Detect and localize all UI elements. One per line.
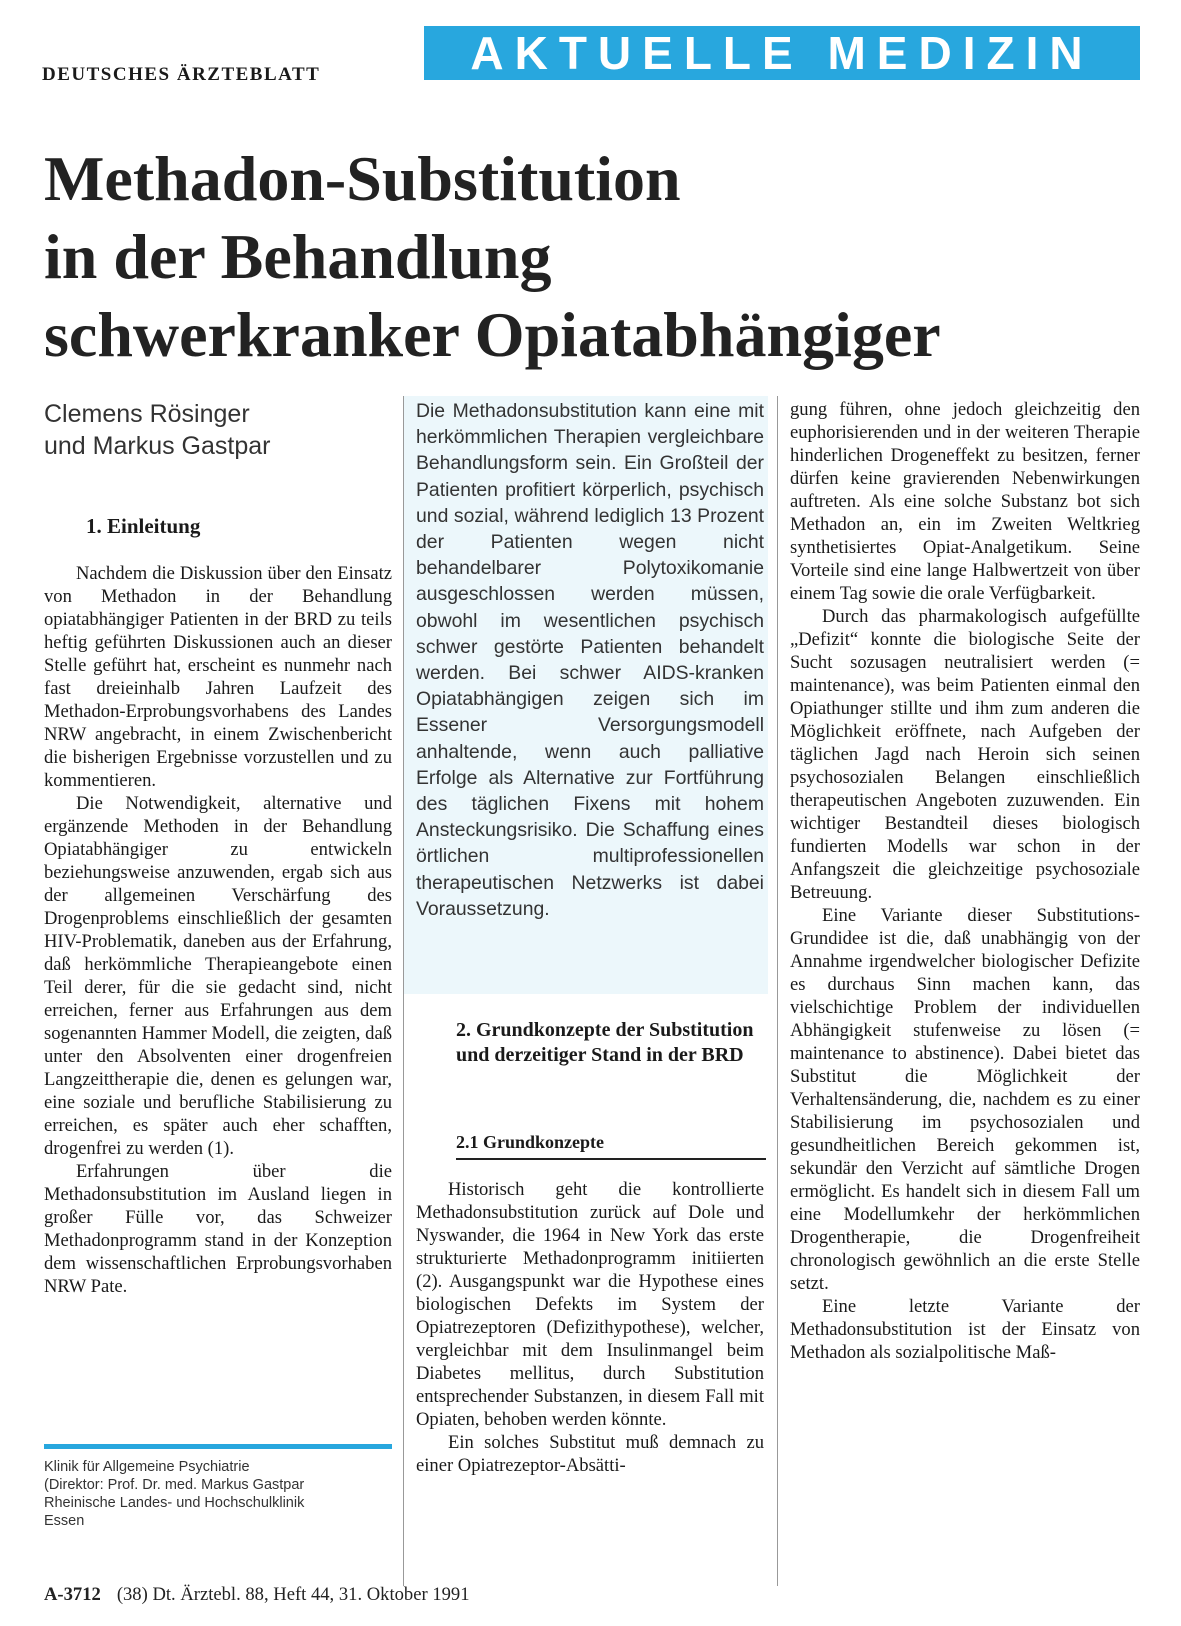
section-heading-grundkonzepte: 2. Grundkonzepte der Substitution und derzeitiger Stand in der BRD: [456, 1019, 754, 1066]
affiliation-line: Rheinische Landes- und Hochschulklinik: [44, 1495, 305, 1511]
paragraph: Die Notwendigkeit, alternative und ergänzende Methoden in der Behandlung Opiatabhängiger zu entwickeln beziehungsweise anzuwenden, ergab sich aus der allgemeinen Verschärfung des Drogenproblems einschließlich der gesamten HIV-Problematik, daneben aus der Erfahrung, daß herkömmliche Therapieangebote einen Teil derer, für die sie gedacht sind, nicht erreichen, ferner aus Erfahrungen aus dem sogenannten Hammer Modell, die zeigten, daß unter den Absolventen einer drogenfreien Langzeittherapie die, denen es gelungen war, eine soziale und berufliche Stabilisierung zu erreichen, es später auch eher schafften, drogenfrei zu werden (1).: [44, 793, 392, 1159]
page-footer: [44, 1584, 470, 1606]
citation: (38) Dt. Ärztebl. 88, Heft 44, 31. Oktober 1991: [116, 1584, 470, 1605]
paragraph: Eine letzte Variante der Methadonsubstitution ist der Einsatz von Methadon als sozialpolitische Maß-: [790, 1296, 1140, 1363]
affiliation-divider: [44, 1444, 392, 1449]
paragraph: gung führen, ohne jedoch gleichzeitig den euphorisierenden und in der weiteren Therapie hinderlichen Drogeneffekt zu besitzen, ferner dürfen keine gravierenden Nebenwirkungen auftreten. Als eine solche Substanz bot sich Methadon an, ein im Zweiten Weltkrieg synthetisiertes Opiat-Analgetikum. Seine Vorteile sind eine lange Halbwertzeit von über einem Tag sowie die orale Verfügbarkeit.: [790, 399, 1140, 604]
column-1: [44, 562, 392, 1298]
author-line-1: Clemens Rösinger: [44, 400, 250, 428]
affiliation-line: (Direktor: Prof. Dr. med. Markus Gastpar: [44, 1477, 305, 1493]
section-heading-einleitung: 1. Einleitung: [86, 514, 201, 538]
column-divider: [777, 396, 778, 1586]
paragraph: Erfahrungen über die Methadonsubstitution im Ausland liegen in großer Fülle vor, das Schweizer Methadonprogramm stand in der Konzeption dem wissenschaftlichen Erprobungsvorhaben NRW Pate.: [44, 1161, 392, 1297]
heading-rule: [456, 1158, 766, 1160]
column-2-summary: [416, 398, 764, 922]
paragraph: Ein solches Substitut muß demnach zu einer Opiatrezeptor-Absätti-: [416, 1432, 764, 1476]
author-line-2: und Markus Gastpar: [44, 432, 271, 460]
affiliation: [44, 1458, 392, 1530]
journal-name: DEUTSCHES ÄRZTEBLATT: [42, 64, 321, 85]
subsection-heading: 2.1 Grundkonzepte: [456, 1132, 605, 1152]
paragraph: Durch das pharmakologisch aufgefüllte „Defizit“ konnte die biologische Seite der Sucht sozusagen neutralisiert werden (= maintenance), was beim Patienten einmal den Opiathunger stillte und ihm zum anderen die Möglichkeit eröffnete, nach Aufgeben der täglichen Jagd nach Heroin sich seinen psychosozialen Belangen einschließlich therapeutischen Angeboten zuzuwenden. Ein wichtiger Bestandteil dieses biologisch fundierten Modells war schon in der Anfangszeit die gleichzeitige psychosoziale Betreuung.: [790, 606, 1140, 903]
paragraph: Historisch geht die kontrollierte Methadonsubstitution zurück auf Dole und Nyswander, die 1964 in New York das erste strukturierte Methadonprogramm initiierten (2). Ausgangspunkt war die Hypothese eines biologischen Defekts im System der Opiatrezeptoren (Defizithypothese), welcher, vergleichbar mit dem Insulinmangel beim Diabetes mellitus, durch Substitution entsprechender Substanzen, in diesem Fall mit Opiaten, behoben werden könnte.: [416, 1179, 764, 1430]
section-banner: AKTUELLE MEDIZIN: [424, 26, 1140, 80]
article-title: [44, 140, 1144, 374]
summary-text: Die Methadonsubstitution kann eine mit herkömmlichen Therapien vergleichbare Behandlungsform sein. Ein Großteil der Patienten profitiert körperlich, psychisch und sozial, während lediglich 13 Prozent der Patienten wegen nicht behandelbarer Polytoxikomanie ausgeschlossen werden müssen, obwohl im wesentlichen psychisch schwer gestörte Patienten behandelt werden. Bei schwer AIDS-kranken Opiatabhängigen zeigen sich im Essener Versorgungsmodell anhaltende, wenn auch palliative Erfolge als Alternative zur Fortführung des täglichen Fixens mit hohem Ansteckungsrisiko. Die Schaffung eines örtlichen multiprofessionellen therapeutischen Netzwerks ist dabei Voraussetzung.: [416, 400, 764, 920]
title-line-1: Methadon-Substitution: [44, 143, 681, 214]
page-code: A-3712: [44, 1584, 101, 1605]
column-3: [790, 398, 1140, 1364]
paragraph: Nachdem die Diskussion über den Einsatz von Methadon in der Behandlung opiatabhängiger Patienten in der BRD zu teils heftig geführten Diskussionen auch an dieser Stelle geführt hat, erscheint es nunmehr nach fast dreieinhalb Jahren Laufzeit des Methadon-Erprobungsvorhabens des Landes NRW angebracht, in einem Zwischenbericht die bisherigen Ergebnisse vorzustellen und zu kommentieren.: [44, 563, 392, 791]
title-line-3: schwerkranker Opiatabhängiger: [44, 299, 941, 370]
authors: [44, 398, 384, 462]
title-line-2: in der Behandlung: [44, 221, 552, 292]
affiliation-line: Klinik für Allgemeine Psychiatrie: [44, 1459, 250, 1475]
affiliation-line: Essen: [44, 1513, 85, 1529]
paragraph: Eine Variante dieser Substitutions-Grundidee ist die, daß unabhängig von der Annahme irgendwelcher biologischer Defizite es durchaus Sinn machen kann, das vielschichtige Problem der individuellen Abhängigkeit stufenweise zu lösen (= maintenance to abstinence). Dabei bietet das Substitut die Möglichkeit der Verhaltensänderung, die, nachdem es zu einer Stabilisierung im psychosozialen und gesundheitlichen Bereich gekommen ist, sekundär den Verzicht auf sämtliche Drogen ermöglicht. Es handelt sich in diesem Fall um eine Modellumkehr der herkömmlichen Drogentherapie, die Drogenfreiheit chronologisch gewöhnlich an die erste Stelle setzt.: [790, 905, 1140, 1294]
column-2-body: [416, 1178, 764, 1477]
